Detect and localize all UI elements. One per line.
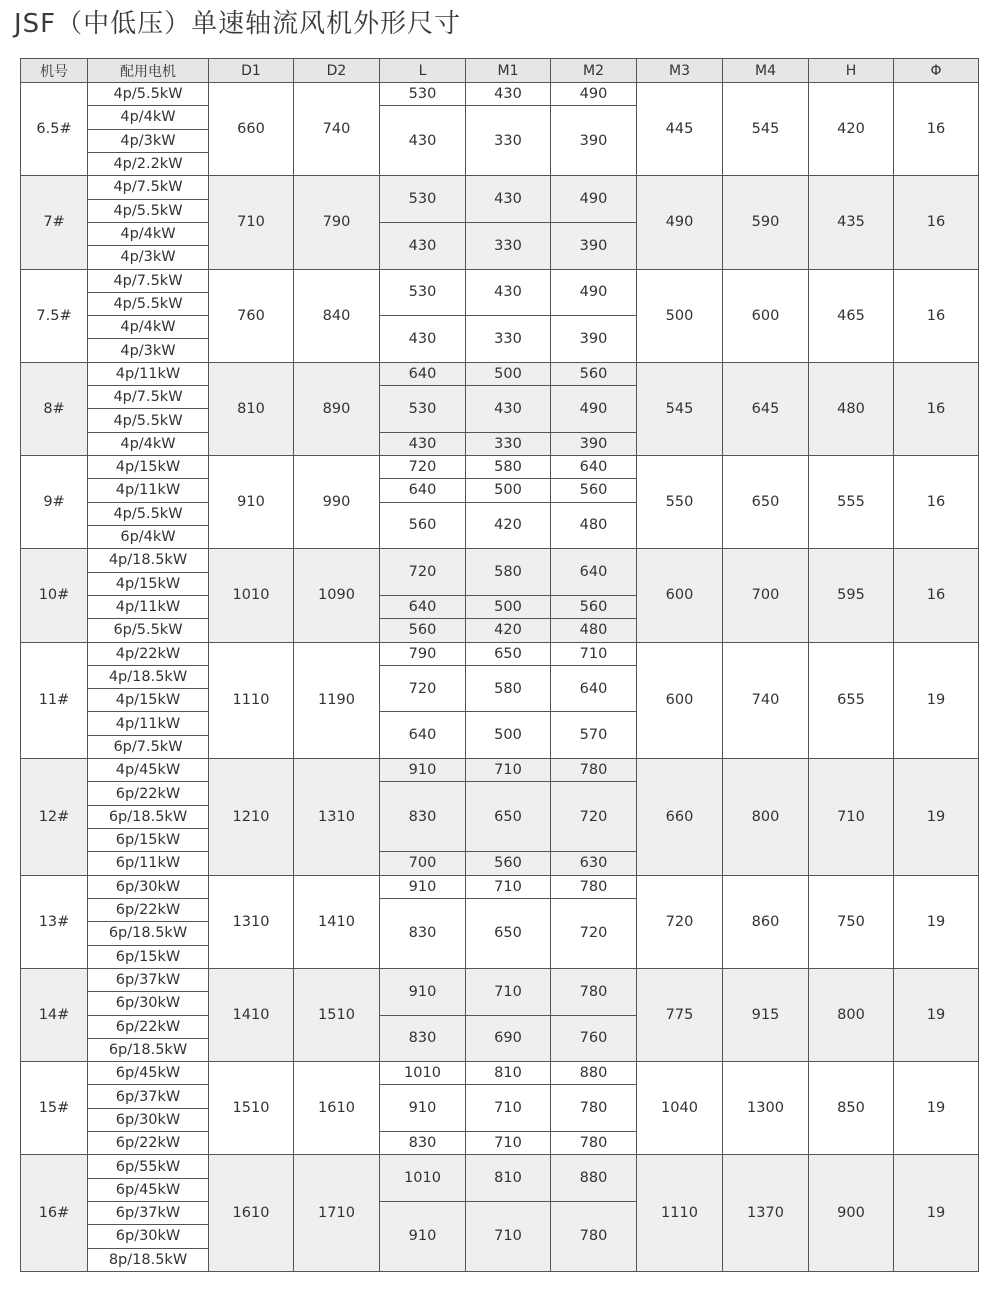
h-cell: 555 <box>809 456 894 549</box>
motor-cell: 4p/7.5kW <box>88 176 209 199</box>
table-row <box>21 176 979 199</box>
d2-cell: 1410 <box>294 875 380 968</box>
machine-number-cell: 13# <box>21 875 88 968</box>
d1-cell: 810 <box>209 362 294 455</box>
motor-cell: 4p/11kW <box>88 479 209 502</box>
d2-cell: 890 <box>294 362 380 455</box>
motor-cell: 6p/30kW <box>88 992 209 1015</box>
machine-number-cell: 9# <box>21 456 88 549</box>
m4-cell: 800 <box>723 759 809 876</box>
l-cell: 700 <box>380 852 466 875</box>
m3-cell: 445 <box>637 83 723 176</box>
l-cell: 720 <box>380 549 466 596</box>
m2-cell: 780 <box>551 968 637 1015</box>
d1-cell: 1310 <box>209 875 294 968</box>
phi-cell: 19 <box>894 968 979 1061</box>
motor-cell: 6p/18.5kW <box>88 922 209 945</box>
d2-cell: 1610 <box>294 1062 380 1155</box>
m1-cell: 580 <box>466 665 551 712</box>
motor-cell: 6p/45kW <box>88 1178 209 1201</box>
header-cell: H <box>809 59 894 83</box>
machine-number-cell: 15# <box>21 1062 88 1155</box>
m4-cell: 645 <box>723 362 809 455</box>
phi-cell: 16 <box>894 176 979 269</box>
motor-cell: 4p/5.5kW <box>88 83 209 106</box>
m1-cell: 710 <box>466 1085 551 1132</box>
machine-number-cell: 14# <box>21 968 88 1061</box>
motor-cell: 4p/5.5kW <box>88 292 209 315</box>
m2-cell: 390 <box>551 316 637 363</box>
m2-cell: 780 <box>551 875 637 898</box>
phi-cell: 19 <box>894 759 979 876</box>
motor-cell: 6p/30kW <box>88 1108 209 1131</box>
table-row <box>21 269 979 292</box>
phi-cell: 16 <box>894 83 979 176</box>
dimension-table-container <box>20 58 978 1271</box>
motor-cell: 4p/7.5kW <box>88 386 209 409</box>
m2-cell: 640 <box>551 549 637 596</box>
motor-cell: 4p/4kW <box>88 106 209 129</box>
m2-cell: 390 <box>551 106 637 176</box>
d1-cell: 910 <box>209 456 294 549</box>
m3-cell: 775 <box>637 968 723 1061</box>
header-cell: M3 <box>637 59 723 83</box>
d1-cell: 1010 <box>209 549 294 642</box>
l-cell: 910 <box>380 1085 466 1132</box>
m4-cell: 590 <box>723 176 809 269</box>
motor-cell: 6p/22kW <box>88 1132 209 1155</box>
l-cell: 530 <box>380 176 466 223</box>
m2-cell: 880 <box>551 1062 637 1085</box>
table-row <box>21 1062 979 1085</box>
m2-cell: 490 <box>551 386 637 433</box>
motor-cell: 6p/22kW <box>88 782 209 805</box>
machine-number-cell: 6.5# <box>21 83 88 176</box>
phi-cell: 16 <box>894 549 979 642</box>
motor-cell: 4p/3kW <box>88 339 209 362</box>
l-cell: 1010 <box>380 1155 466 1202</box>
m2-cell: 710 <box>551 642 637 665</box>
table-row <box>21 875 979 898</box>
d2-cell: 1710 <box>294 1155 380 1272</box>
m1-cell: 710 <box>466 759 551 782</box>
m4-cell: 860 <box>723 875 809 968</box>
header-cell: 配用电机 <box>88 59 209 83</box>
motor-cell: 6p/37kW <box>88 968 209 991</box>
m3-cell: 490 <box>637 176 723 269</box>
motor-cell: 4p/15kW <box>88 689 209 712</box>
d1-cell: 660 <box>209 83 294 176</box>
motor-cell: 6p/15kW <box>88 945 209 968</box>
h-cell: 800 <box>809 968 894 1061</box>
m2-cell: 480 <box>551 619 637 642</box>
motor-cell: 4p/11kW <box>88 712 209 735</box>
motor-cell: 6p/18.5kW <box>88 1038 209 1061</box>
l-cell: 1010 <box>380 1062 466 1085</box>
d2-cell: 1510 <box>294 968 380 1061</box>
motor-cell: 4p/4kW <box>88 316 209 339</box>
machine-number-cell: 11# <box>21 642 88 759</box>
header-cell: L <box>380 59 466 83</box>
motor-cell: 4p/5.5kW <box>88 409 209 432</box>
d2-cell: 740 <box>294 83 380 176</box>
motor-cell: 4p/5.5kW <box>88 199 209 222</box>
m4-cell: 740 <box>723 642 809 759</box>
m1-cell: 810 <box>466 1062 551 1085</box>
l-cell: 430 <box>380 316 466 363</box>
m2-cell: 760 <box>551 1015 637 1062</box>
m4-cell: 600 <box>723 269 809 362</box>
l-cell: 640 <box>380 362 466 385</box>
m1-cell: 420 <box>466 619 551 642</box>
motor-cell: 6p/37kW <box>88 1085 209 1108</box>
m3-cell: 600 <box>637 549 723 642</box>
header-cell: D2 <box>294 59 380 83</box>
m1-cell: 330 <box>466 316 551 363</box>
motor-cell: 6p/15kW <box>88 829 209 852</box>
m1-cell: 560 <box>466 852 551 875</box>
header-cell: 机号 <box>21 59 88 83</box>
motor-cell: 6p/22kW <box>88 1015 209 1038</box>
machine-number-cell: 16# <box>21 1155 88 1272</box>
m4-cell: 1370 <box>723 1155 809 1272</box>
l-cell: 430 <box>380 432 466 455</box>
m3-cell: 550 <box>637 456 723 549</box>
machine-number-cell: 10# <box>21 549 88 642</box>
l-cell: 830 <box>380 898 466 968</box>
l-cell: 530 <box>380 83 466 106</box>
motor-cell: 6p/30kW <box>88 1225 209 1248</box>
d1-cell: 1110 <box>209 642 294 759</box>
table-row <box>21 1155 979 1178</box>
table-body <box>21 83 979 1272</box>
l-cell: 910 <box>380 968 466 1015</box>
header-cell: M2 <box>551 59 637 83</box>
motor-cell: 4p/5.5kW <box>88 502 209 525</box>
m1-cell: 710 <box>466 875 551 898</box>
m2-cell: 630 <box>551 852 637 875</box>
m3-cell: 500 <box>637 269 723 362</box>
m1-cell: 500 <box>466 712 551 759</box>
m1-cell: 500 <box>466 595 551 618</box>
motor-cell: 4p/7.5kW <box>88 269 209 292</box>
phi-cell: 16 <box>894 456 979 549</box>
m3-cell: 1040 <box>637 1062 723 1155</box>
motor-cell: 6p/45kW <box>88 1062 209 1085</box>
l-cell: 720 <box>380 665 466 712</box>
motor-cell: 4p/45kW <box>88 759 209 782</box>
m3-cell: 545 <box>637 362 723 455</box>
motor-cell: 6p/55kW <box>88 1155 209 1178</box>
phi-cell: 19 <box>894 642 979 759</box>
l-cell: 640 <box>380 479 466 502</box>
h-cell: 480 <box>809 362 894 455</box>
m2-cell: 560 <box>551 362 637 385</box>
h-cell: 595 <box>809 549 894 642</box>
m1-cell: 500 <box>466 479 551 502</box>
h-cell: 900 <box>809 1155 894 1272</box>
d2-cell: 840 <box>294 269 380 362</box>
motor-cell: 6p/18.5kW <box>88 805 209 828</box>
m3-cell: 1110 <box>637 1155 723 1272</box>
h-cell: 750 <box>809 875 894 968</box>
m3-cell: 720 <box>637 875 723 968</box>
m1-cell: 420 <box>466 502 551 549</box>
m1-cell: 690 <box>466 1015 551 1062</box>
l-cell: 910 <box>380 875 466 898</box>
machine-number-cell: 7# <box>21 176 88 269</box>
m1-cell: 580 <box>466 549 551 596</box>
m2-cell: 490 <box>551 176 637 223</box>
header-cell: Φ <box>894 59 979 83</box>
phi-cell: 16 <box>894 269 979 362</box>
d1-cell: 1210 <box>209 759 294 876</box>
l-cell: 830 <box>380 1132 466 1155</box>
m1-cell: 330 <box>466 222 551 269</box>
d1-cell: 760 <box>209 269 294 362</box>
l-cell: 790 <box>380 642 466 665</box>
m1-cell: 500 <box>466 362 551 385</box>
d2-cell: 1310 <box>294 759 380 876</box>
motor-cell: 4p/15kW <box>88 456 209 479</box>
l-cell: 640 <box>380 712 466 759</box>
motor-cell: 4p/18.5kW <box>88 665 209 688</box>
h-cell: 850 <box>809 1062 894 1155</box>
m1-cell: 580 <box>466 456 551 479</box>
phi-cell: 19 <box>894 1155 979 1272</box>
l-cell: 830 <box>380 782 466 852</box>
motor-cell: 6p/30kW <box>88 875 209 898</box>
l-cell: 430 <box>380 106 466 176</box>
motor-cell: 4p/4kW <box>88 432 209 455</box>
m1-cell: 710 <box>466 1132 551 1155</box>
m2-cell: 480 <box>551 502 637 549</box>
machine-number-cell: 12# <box>21 759 88 876</box>
header-row <box>21 59 979 83</box>
m2-cell: 390 <box>551 432 637 455</box>
m1-cell: 810 <box>466 1155 551 1202</box>
motor-cell: 4p/11kW <box>88 595 209 618</box>
m1-cell: 430 <box>466 83 551 106</box>
motor-cell: 6p/7.5kW <box>88 735 209 758</box>
motor-cell: 4p/3kW <box>88 246 209 269</box>
l-cell: 530 <box>380 269 466 316</box>
m4-cell: 650 <box>723 456 809 549</box>
m3-cell: 600 <box>637 642 723 759</box>
m2-cell: 780 <box>551 759 637 782</box>
m2-cell: 570 <box>551 712 637 759</box>
motor-cell: 4p/22kW <box>88 642 209 665</box>
m1-cell: 430 <box>466 176 551 223</box>
m1-cell: 330 <box>466 432 551 455</box>
m2-cell: 390 <box>551 222 637 269</box>
m2-cell: 780 <box>551 1132 637 1155</box>
motor-cell: 4p/15kW <box>88 572 209 595</box>
l-cell: 910 <box>380 1202 466 1272</box>
m2-cell: 560 <box>551 595 637 618</box>
machine-number-cell: 8# <box>21 362 88 455</box>
motor-cell: 8p/18.5kW <box>88 1248 209 1271</box>
m2-cell: 880 <box>551 1155 637 1202</box>
d2-cell: 990 <box>294 456 380 549</box>
table-row <box>21 456 979 479</box>
page-title: JSF（中低压）单速轴流风机外形尺寸 <box>14 9 462 39</box>
l-cell: 910 <box>380 759 466 782</box>
h-cell: 435 <box>809 176 894 269</box>
m1-cell: 330 <box>466 106 551 176</box>
motor-cell: 6p/4kW <box>88 525 209 548</box>
dimension-table <box>20 58 979 1272</box>
phi-cell: 19 <box>894 875 979 968</box>
m2-cell: 720 <box>551 898 637 968</box>
m2-cell: 780 <box>551 1202 637 1272</box>
h-cell: 420 <box>809 83 894 176</box>
machine-number-cell: 7.5# <box>21 269 88 362</box>
h-cell: 710 <box>809 759 894 876</box>
l-cell: 560 <box>380 502 466 549</box>
motor-cell: 6p/22kW <box>88 898 209 921</box>
m1-cell: 710 <box>466 968 551 1015</box>
table-row <box>21 642 979 665</box>
header-cell: M4 <box>723 59 809 83</box>
motor-cell: 6p/37kW <box>88 1202 209 1225</box>
m1-cell: 430 <box>466 269 551 316</box>
m2-cell: 720 <box>551 782 637 852</box>
d2-cell: 790 <box>294 176 380 269</box>
table-row <box>21 759 979 782</box>
l-cell: 560 <box>380 619 466 642</box>
m2-cell: 490 <box>551 83 637 106</box>
table-row <box>21 549 979 572</box>
m2-cell: 640 <box>551 665 637 712</box>
m2-cell: 640 <box>551 456 637 479</box>
d1-cell: 1510 <box>209 1062 294 1155</box>
motor-cell: 4p/3kW <box>88 129 209 152</box>
l-cell: 720 <box>380 456 466 479</box>
m2-cell: 560 <box>551 479 637 502</box>
m1-cell: 650 <box>466 898 551 968</box>
motor-cell: 4p/18.5kW <box>88 549 209 572</box>
h-cell: 465 <box>809 269 894 362</box>
table-row <box>21 83 979 106</box>
d2-cell: 1090 <box>294 549 380 642</box>
m1-cell: 430 <box>466 386 551 433</box>
m2-cell: 490 <box>551 269 637 316</box>
m4-cell: 915 <box>723 968 809 1061</box>
m4-cell: 545 <box>723 83 809 176</box>
d1-cell: 1610 <box>209 1155 294 1272</box>
motor-cell: 4p/4kW <box>88 222 209 245</box>
phi-cell: 16 <box>894 362 979 455</box>
d1-cell: 1410 <box>209 968 294 1061</box>
motor-cell: 6p/5.5kW <box>88 619 209 642</box>
d2-cell: 1190 <box>294 642 380 759</box>
motor-cell: 4p/2.2kW <box>88 152 209 175</box>
phi-cell: 19 <box>894 1062 979 1155</box>
table-row <box>21 968 979 991</box>
motor-cell: 4p/11kW <box>88 362 209 385</box>
d1-cell: 710 <box>209 176 294 269</box>
m2-cell: 780 <box>551 1085 637 1132</box>
header-cell: D1 <box>209 59 294 83</box>
l-cell: 530 <box>380 386 466 433</box>
l-cell: 640 <box>380 595 466 618</box>
m1-cell: 650 <box>466 642 551 665</box>
motor-cell: 6p/11kW <box>88 852 209 875</box>
table-row <box>21 362 979 385</box>
m3-cell: 660 <box>637 759 723 876</box>
l-cell: 430 <box>380 222 466 269</box>
m1-cell: 650 <box>466 782 551 852</box>
m4-cell: 700 <box>723 549 809 642</box>
l-cell: 830 <box>380 1015 466 1062</box>
m4-cell: 1300 <box>723 1062 809 1155</box>
h-cell: 655 <box>809 642 894 759</box>
m1-cell: 710 <box>466 1202 551 1272</box>
header-cell: M1 <box>466 59 551 83</box>
